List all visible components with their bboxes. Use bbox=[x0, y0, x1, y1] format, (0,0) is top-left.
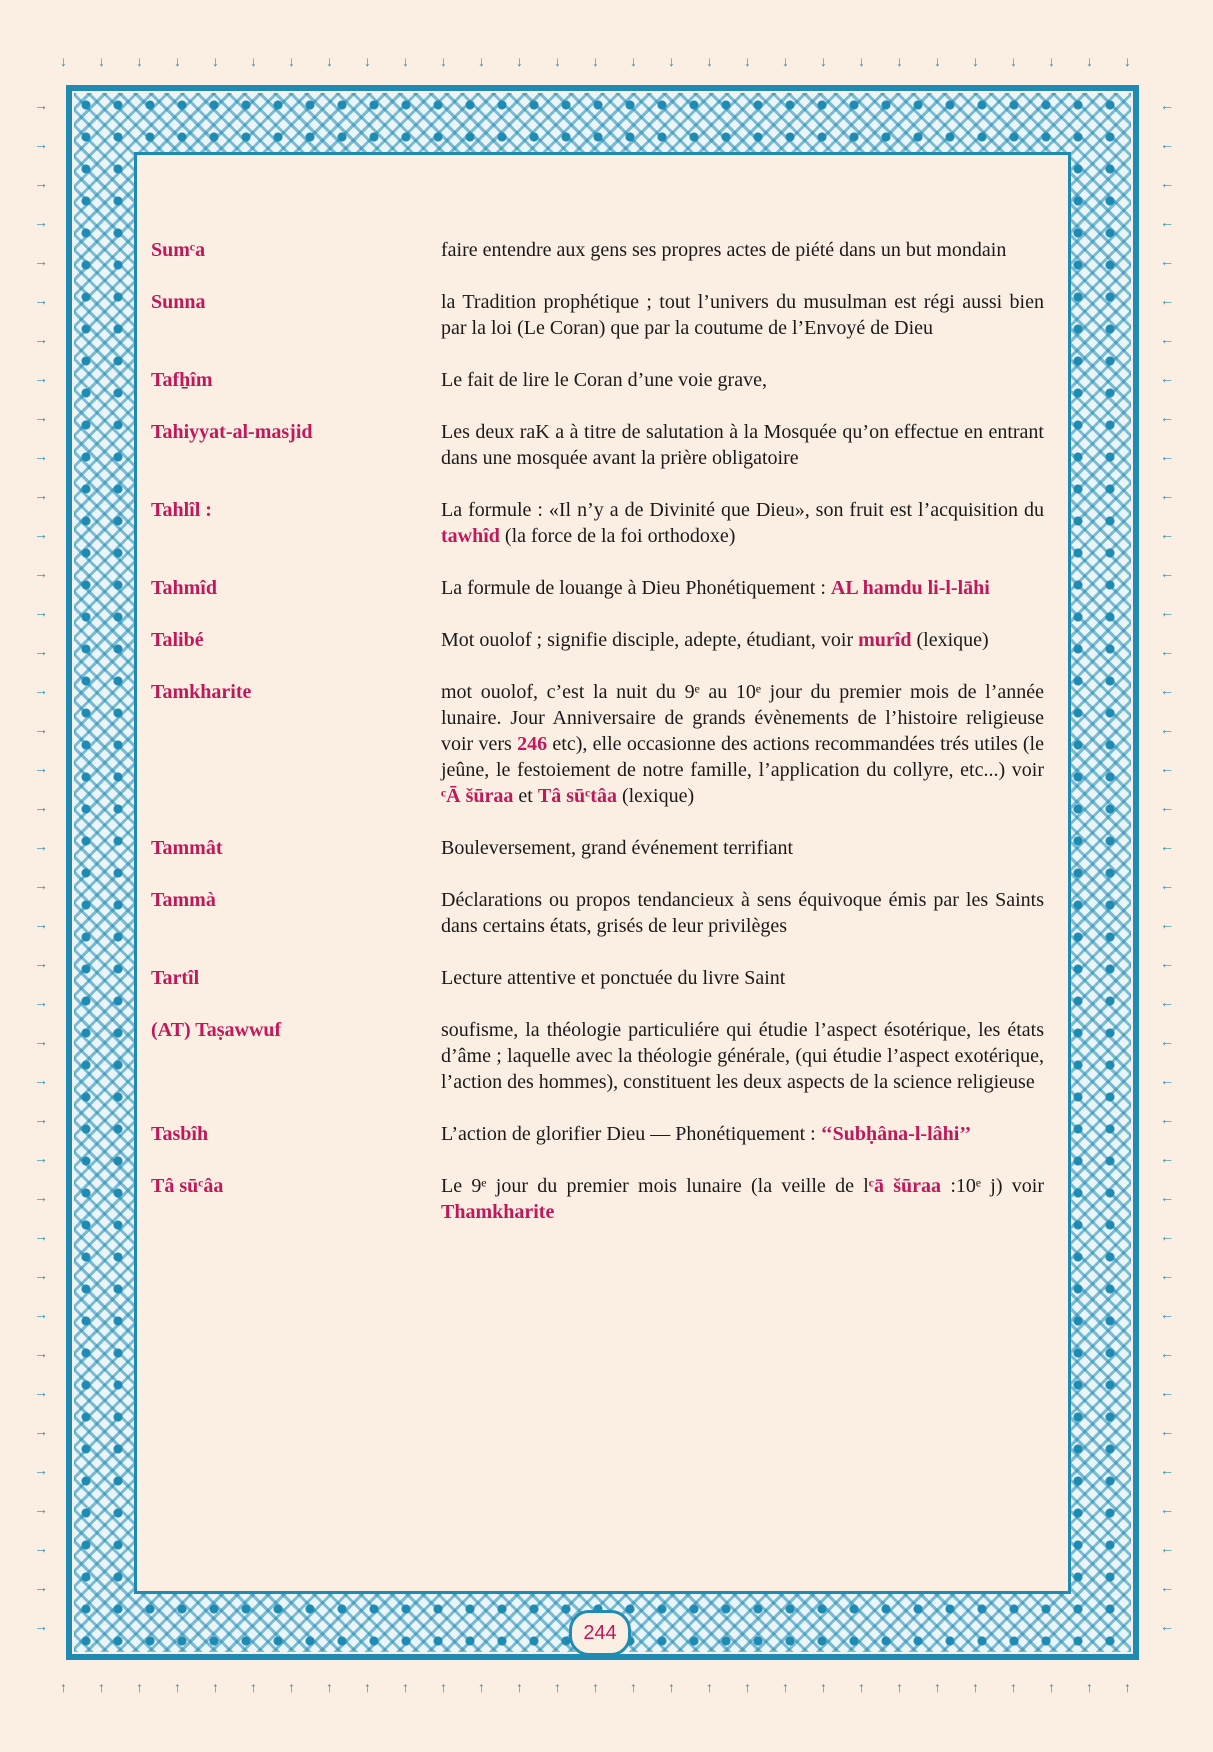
tick-ornament: ↓ bbox=[364, 55, 371, 70]
tick-ornament: ↑ bbox=[592, 1681, 599, 1696]
tick-ornament: ← bbox=[1160, 996, 1174, 1011]
glossary-term: Talibé bbox=[151, 629, 204, 651]
glossary-term: Sunna bbox=[151, 291, 206, 313]
tick-ornament: → bbox=[34, 333, 48, 348]
definition-text: Lecture attentive et ponctuée du livre Saint bbox=[441, 967, 786, 989]
definition-crossref: tawhîd bbox=[441, 525, 500, 547]
tick-ornament: ↓ bbox=[440, 55, 447, 70]
definition-text: :10ᵉ j) voir bbox=[941, 1175, 1045, 1197]
tick-ornament: ↓ bbox=[1048, 55, 1055, 70]
tick-ornament: ← bbox=[1160, 411, 1174, 426]
glossary-entry bbox=[151, 1017, 1044, 1095]
tick-ornament: ↑ bbox=[250, 1681, 257, 1696]
tick-ornament: → bbox=[34, 372, 48, 387]
tick-ornament: ← bbox=[1160, 1386, 1174, 1401]
tick-ornament: ↓ bbox=[288, 55, 295, 70]
tick-ornament: ↑ bbox=[1124, 1681, 1131, 1696]
tick-ornament: ↑ bbox=[706, 1681, 713, 1696]
tick-ornament: → bbox=[34, 567, 48, 582]
tick-ornament: ↓ bbox=[820, 55, 827, 70]
definition-text: Bouleversement, grand événement terrifiant bbox=[441, 837, 794, 859]
tick-ornament: ← bbox=[1160, 1425, 1174, 1440]
glossary-entry bbox=[151, 289, 1044, 341]
tick-ornament: → bbox=[34, 489, 48, 504]
tick-ornament: ↑ bbox=[1086, 1681, 1093, 1696]
glossary-term: Tammât bbox=[151, 837, 223, 859]
tick-ornament: ↑ bbox=[858, 1681, 865, 1696]
definition-crossref: 246 bbox=[517, 733, 548, 755]
glossary-definition bbox=[441, 1017, 1044, 1095]
tick-ornament: ← bbox=[1160, 1269, 1174, 1284]
tick-ornament: → bbox=[34, 1347, 48, 1362]
tick-ornament: ↑ bbox=[60, 1681, 67, 1696]
tick-ornament: ← bbox=[1160, 489, 1174, 504]
tick-ornament: ← bbox=[1160, 1347, 1174, 1362]
glossary-definition bbox=[441, 1121, 1044, 1147]
tick-ornament: → bbox=[34, 450, 48, 465]
tick-ornament: → bbox=[34, 957, 48, 972]
glossary-term: Tahlîl : bbox=[151, 499, 212, 521]
tick-ornament: ↓ bbox=[630, 55, 637, 70]
tick-ornament: ← bbox=[1160, 528, 1174, 543]
tick-ornament: ↓ bbox=[668, 55, 675, 70]
tick-ornament: ↑ bbox=[98, 1681, 105, 1696]
definition-text: Le 9ᵉ jour du premier mois lunaire (la veille de l bbox=[441, 1175, 869, 1197]
tick-ornament: → bbox=[34, 1581, 48, 1596]
tick-ornament: ← bbox=[1160, 606, 1174, 621]
glossary-entry bbox=[151, 367, 1044, 393]
glossary-entry bbox=[151, 419, 1044, 471]
tick-ornament: → bbox=[34, 645, 48, 660]
tick-ornament: ↓ bbox=[896, 55, 903, 70]
tick-ornament: ↑ bbox=[820, 1681, 827, 1696]
tick-ornament: → bbox=[34, 1464, 48, 1479]
definition-text: Mot ouolof ; signifie disciple, adepte, étudiant, voir bbox=[441, 629, 859, 651]
definition-text: et bbox=[513, 785, 538, 807]
tick-ornament: ← bbox=[1160, 450, 1174, 465]
glossary-definition bbox=[441, 679, 1044, 809]
definition-text: Déclarations ou propos tendancieux à sens équivoque émis par les Saints dans certains états, grisés de leur privilèges bbox=[441, 889, 1044, 937]
glossary-entry bbox=[151, 679, 1044, 809]
tick-ornament: ← bbox=[1160, 957, 1174, 972]
definition-crossref: murîd bbox=[858, 629, 912, 651]
tick-ornament: → bbox=[34, 801, 48, 816]
glossary-term: Tasbîh bbox=[151, 1123, 209, 1145]
tick-ornament: → bbox=[34, 411, 48, 426]
tick-ornament: → bbox=[34, 1191, 48, 1206]
tick-ornament: ↑ bbox=[516, 1681, 523, 1696]
definition-crossref: Thamkharite bbox=[441, 1201, 555, 1223]
definition-text: faire entendre aux gens ses propres actes de piété dans un but mondain bbox=[441, 239, 1007, 261]
glossary-entry bbox=[151, 627, 1044, 653]
tick-ornament: → bbox=[34, 1620, 48, 1635]
tick-ornament: ↑ bbox=[440, 1681, 447, 1696]
tick-ornament: ← bbox=[1160, 294, 1174, 309]
tick-ornament: → bbox=[34, 684, 48, 699]
definition-crossref: ᶜĀ šūraa bbox=[441, 785, 514, 807]
tick-ornament: ← bbox=[1160, 1581, 1174, 1596]
tick-ornament: → bbox=[34, 1035, 48, 1050]
tick-ornament: ↑ bbox=[934, 1681, 941, 1696]
tick-ornament: → bbox=[34, 918, 48, 933]
tick-ornament: → bbox=[34, 1230, 48, 1245]
tick-ornament: ↓ bbox=[972, 55, 979, 70]
tick-ornament: ↓ bbox=[782, 55, 789, 70]
tick-ornament: → bbox=[34, 1074, 48, 1089]
tick-ornament: ↑ bbox=[1048, 1681, 1055, 1696]
definition-text: Le fait de lire le Coran d’une voie grave, bbox=[441, 369, 767, 391]
tick-ornament: ↓ bbox=[478, 55, 485, 70]
tick-ornament: ↓ bbox=[744, 55, 751, 70]
tick-ornament: ↑ bbox=[630, 1681, 637, 1696]
tick-ornament: ← bbox=[1160, 1464, 1174, 1479]
glossary-term: Sumᶜa bbox=[151, 239, 206, 261]
tick-ornament: → bbox=[34, 879, 48, 894]
definition-text: (la force de la foi orthodoxe) bbox=[499, 525, 736, 547]
tick-ornament: → bbox=[34, 177, 48, 192]
tick-ornament: ↑ bbox=[896, 1681, 903, 1696]
tick-ornament: ← bbox=[1160, 99, 1174, 114]
definition-text: la Tradition prophétique ; tout l’univers du musulman est régi aussi bien par la loi (Le Coran) que par la coutume de l’Envoyé de Dieu bbox=[441, 291, 1044, 339]
glossary-term: Tamkharite bbox=[151, 681, 252, 703]
tick-ornament: → bbox=[34, 840, 48, 855]
tick-ornament: ← bbox=[1160, 1503, 1174, 1518]
page-number: 244 bbox=[569, 1610, 631, 1656]
glossary-entry bbox=[151, 1121, 1044, 1147]
tick-ornament: ← bbox=[1160, 879, 1174, 894]
glossary-entry bbox=[151, 1173, 1044, 1225]
tick-ornament: → bbox=[34, 996, 48, 1011]
glossary-definition bbox=[441, 575, 1044, 601]
tick-ornament: ↓ bbox=[326, 55, 333, 70]
tick-ornament: ↑ bbox=[174, 1681, 181, 1696]
glossary-entry bbox=[151, 965, 1044, 991]
tick-ornament: → bbox=[34, 606, 48, 621]
tick-ornament: ↓ bbox=[592, 55, 599, 70]
glossary-definition bbox=[441, 497, 1044, 549]
glossary-definition bbox=[441, 965, 1044, 991]
tick-ornament: ↓ bbox=[858, 55, 865, 70]
tick-ornament: ↑ bbox=[212, 1681, 219, 1696]
tick-ornament: ← bbox=[1160, 1308, 1174, 1323]
tick-ornament: ↓ bbox=[136, 55, 143, 70]
glossary-definition bbox=[441, 835, 1044, 861]
tick-ornament: ↑ bbox=[668, 1681, 675, 1696]
tick-ornament: ↓ bbox=[554, 55, 561, 70]
tick-ornament: ← bbox=[1160, 216, 1174, 231]
tick-ornament: ← bbox=[1160, 333, 1174, 348]
tick-ornament: ← bbox=[1160, 255, 1174, 270]
tick-ornament: ← bbox=[1160, 684, 1174, 699]
definition-text: La formule de louange à Dieu Phonétiquement : bbox=[441, 577, 831, 599]
tick-ornament: ↓ bbox=[1124, 55, 1131, 70]
tick-ornament: ↑ bbox=[972, 1681, 979, 1696]
definition-crossref: AL hamdu li-l-lāhi bbox=[830, 577, 990, 599]
definition-text: L’action de glorifier Dieu — Phonétiquement : bbox=[441, 1123, 821, 1145]
tick-ornament: ← bbox=[1160, 1230, 1174, 1245]
tick-ornament: ↑ bbox=[1010, 1681, 1017, 1696]
tick-ornament: ↑ bbox=[782, 1681, 789, 1696]
tick-ornament: → bbox=[34, 1308, 48, 1323]
tick-ornament: → bbox=[34, 723, 48, 738]
glossary-definition bbox=[441, 289, 1044, 341]
tick-ornament: ← bbox=[1160, 138, 1174, 153]
tick-ornament: → bbox=[34, 99, 48, 114]
glossary-definition bbox=[441, 419, 1044, 471]
tick-ornament: → bbox=[34, 216, 48, 231]
tick-ornament: ↓ bbox=[1010, 55, 1017, 70]
tick-ornament: ← bbox=[1160, 567, 1174, 582]
definition-crossref: Tâ sūᶜtâa bbox=[537, 785, 617, 807]
tick-ornament: ← bbox=[1160, 177, 1174, 192]
tick-ornament: ↑ bbox=[326, 1681, 333, 1696]
tick-ornament: ↑ bbox=[402, 1681, 409, 1696]
definition-text: La formule : «Il n’y a de Divinité que Dieu», son fruit est l’acquisition du bbox=[441, 499, 1044, 521]
tick-ornament: → bbox=[34, 1425, 48, 1440]
tick-ornament: ↓ bbox=[250, 55, 257, 70]
glossary-definition bbox=[441, 237, 1044, 263]
tick-ornament: ↑ bbox=[744, 1681, 751, 1696]
tick-ornament: ← bbox=[1160, 372, 1174, 387]
tick-ornament: ← bbox=[1160, 1074, 1174, 1089]
tick-ornament: ↑ bbox=[554, 1681, 561, 1696]
tick-ornament: ← bbox=[1160, 723, 1174, 738]
tick-ornament: ← bbox=[1160, 1152, 1174, 1167]
glossary-term: Tartîl bbox=[151, 967, 200, 989]
tick-ornament: ↓ bbox=[60, 55, 67, 70]
tick-ornament: → bbox=[34, 1386, 48, 1401]
tick-ornament: → bbox=[34, 1113, 48, 1128]
tick-ornament: ↓ bbox=[516, 55, 523, 70]
glossary-term: Tammà bbox=[151, 889, 216, 911]
tick-ornament: ← bbox=[1160, 1113, 1174, 1128]
glossary-term: Tâ sūᶜâa bbox=[151, 1175, 224, 1197]
tick-ornament: ↑ bbox=[478, 1681, 485, 1696]
glossary-term: (AT) Taṣawwuf bbox=[151, 1019, 282, 1041]
glossary-definition bbox=[441, 627, 1044, 653]
tick-ornament: ← bbox=[1160, 1620, 1174, 1635]
tick-ornament: → bbox=[34, 138, 48, 153]
glossary-definition bbox=[441, 1173, 1044, 1225]
definition-text: (lexique) bbox=[616, 785, 695, 807]
tick-ornament: ← bbox=[1160, 1035, 1174, 1050]
tick-ornament: → bbox=[34, 762, 48, 777]
definition-text: soufisme, la théologie particuliére qui étudie l’aspect ésotérique, les états d’âme ; laquelle avec la théologie générale, (qui étudie l’aspect exotérique, l’action des hommes), constituent les deux aspects de la science religieuse bbox=[441, 1019, 1044, 1093]
glossary-term: Tahmîd bbox=[151, 577, 217, 599]
tick-ornament: ↑ bbox=[288, 1681, 295, 1696]
tick-ornament: ↓ bbox=[706, 55, 713, 70]
tick-ornament: ← bbox=[1160, 762, 1174, 777]
glossary-entry bbox=[151, 237, 1044, 263]
glossary-entry bbox=[151, 575, 1044, 601]
definition-text: Les deux raK a à titre de salutation à la Mosquée qu’on effectue en entrant dans une mosquée avant la prière obligatoire bbox=[441, 421, 1044, 469]
glossary-term: Tahiyyat-al-masjid bbox=[151, 421, 313, 443]
tick-ornament: ↓ bbox=[174, 55, 181, 70]
glossary-entry bbox=[151, 887, 1044, 939]
tick-ornament: → bbox=[34, 1542, 48, 1557]
tick-ornament: → bbox=[34, 1152, 48, 1167]
tick-ornament: ↓ bbox=[402, 55, 409, 70]
tick-ornament: ↓ bbox=[212, 55, 219, 70]
tick-ornament: → bbox=[34, 528, 48, 543]
tick-ornament: ← bbox=[1160, 801, 1174, 816]
tick-ornament: ← bbox=[1160, 645, 1174, 660]
tick-ornament: → bbox=[34, 1503, 48, 1518]
tick-ornament: ← bbox=[1160, 840, 1174, 855]
tick-ornament: → bbox=[34, 1269, 48, 1284]
glossary-entry bbox=[151, 497, 1044, 549]
glossary-entry bbox=[151, 835, 1044, 861]
tick-ornament: → bbox=[34, 294, 48, 309]
definition-crossref: ‘‘Subḥâna-l-lâhi’’ bbox=[820, 1123, 972, 1145]
glossary-list bbox=[151, 237, 1044, 1251]
definition-text: etc), elle occasionne des actions recommandées trés utiles (le jeûne, le festoiement de notre famille, l’application du collyre, etc...) voir bbox=[441, 733, 1044, 781]
definition-text: (lexique) bbox=[911, 629, 989, 651]
glossary-term: Tafẖîm bbox=[151, 369, 213, 391]
tick-ornament: ↓ bbox=[98, 55, 105, 70]
tick-ornament: → bbox=[34, 255, 48, 270]
definition-crossref: ᶜā šūraa bbox=[868, 1175, 942, 1197]
tick-ornament: ↓ bbox=[1086, 55, 1093, 70]
tick-ornament: ← bbox=[1160, 1191, 1174, 1206]
tick-ornament: ↑ bbox=[136, 1681, 143, 1696]
tick-ornament: ← bbox=[1160, 918, 1174, 933]
definition-text: mot ouolof, c’est la nuit du 9ᵉ au 10ᵉ jour du premier mois de l’année lunaire. Jour Anniversaire de grands évènements de l’histoire religieuse voir vers bbox=[441, 681, 1044, 755]
tick-ornament: ↑ bbox=[364, 1681, 371, 1696]
tick-ornament: ↓ bbox=[934, 55, 941, 70]
glossary-definition bbox=[441, 887, 1044, 939]
glossary-definition bbox=[441, 367, 1044, 393]
tick-ornament: ← bbox=[1160, 1542, 1174, 1557]
